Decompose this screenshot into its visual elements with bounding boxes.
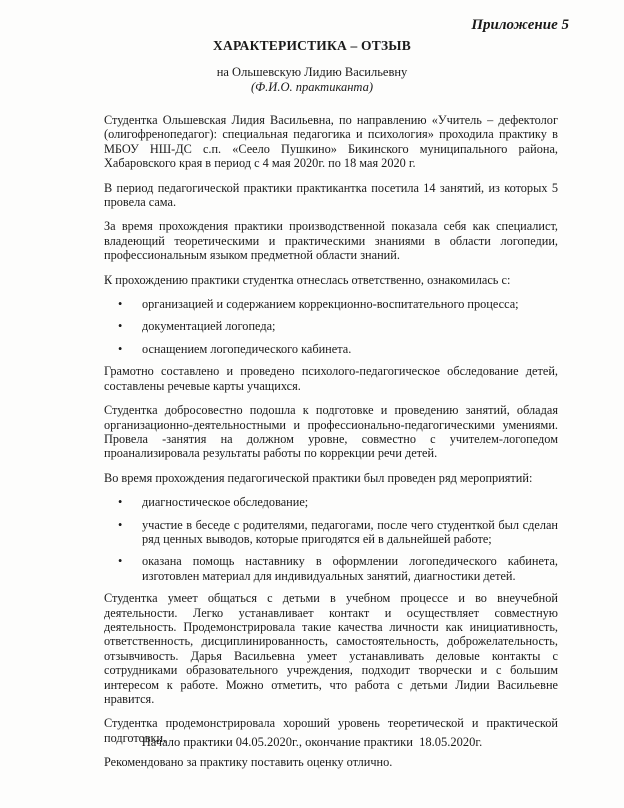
paragraph-lessons-conduct: Студентка добросовестно подошла к подготовке и проведению занятий, обладая организационно-деятельностными и профессионально-педагогическими умениями. Провела -занятия на должном уровне, совместно с учителем-логопедом проанализировала результаты работы по коррекции речи детей. bbox=[104, 403, 558, 461]
bullet-icon: • bbox=[118, 517, 123, 532]
list-item bbox=[104, 319, 558, 333]
bullet-icon: • bbox=[118, 495, 123, 510]
paragraph-communication: Студентка умеет общаться с детьми в учебном процессе и во внеучебной деятельности. Легко устанавливает контакт и осуществляет совместную деятельность. Продемонстрировала такие качества личности как инициативность, ответственность, дисциплинированность, самостоятельность, доброжелательность, отзывчивость. Дарья Васильевна умеет устанавливать деловые контакты с сотрудниками образовательного учреждения, подходит творчески и с большим интересом к работе. Можно отметить, что работа с детьми Лидии Васильевне нравится. bbox=[104, 591, 558, 706]
paragraph-intro: Студентка Ольшевская Лидия Васильевна, по направлению «Учитель – дефектолог (олигофренопедагог): специальная педагогика и психология» проходила практику в МБОУ НШ-ДС с.п. «Сеело Пушкино» Бикинского муниципального района, Хабаровского края в период с 4 мая 2020г. по 18 мая 2020 г. bbox=[104, 113, 558, 171]
practice-dates bbox=[0, 735, 624, 750]
paragraph-familiarized: К прохождению практики студентка отнеслась ответственно, ознакомилась с: bbox=[104, 272, 511, 287]
bullet-icon: • bbox=[118, 341, 123, 356]
document-title: ХАРАКТЕРИСТИКА – ОТЗЫВ bbox=[213, 38, 411, 53]
bullet-icon: • bbox=[118, 319, 123, 334]
practice-dates-text: Начало практики 04.05.2020г., окончание практики 18.05.2020г. bbox=[141, 735, 483, 749]
paragraph-lessons: В период педагогической практики практикантка посетила 14 занятий, из которых 5 провела сама. bbox=[104, 180, 558, 210]
recipient-name: на Ольшевскую Лидию Васильевну bbox=[216, 65, 408, 79]
list-item-text: организацией и содержанием коррекционно-воспитательного процесса; bbox=[142, 297, 519, 312]
familiarized-list bbox=[104, 297, 558, 356]
list-item bbox=[104, 342, 558, 356]
list-item bbox=[104, 495, 558, 509]
list-item bbox=[104, 554, 558, 583]
recipient-block bbox=[0, 65, 624, 95]
paragraph-specialist: За время прохождения практики производственной показала себя как специалист, владеющий теоретическими и практическими знаниями в области логопедии, профессиональным языком предметной области знаний. bbox=[104, 219, 558, 263]
list-item bbox=[104, 297, 558, 311]
paragraph-events: Во время прохождения педагогической практики был проведен ряд мероприятий: bbox=[104, 470, 533, 485]
list-item-text: оказана помощь наставнику в оформлении логопедического кабинета, изготовлен материал для индивидуальных занятий, диагностики детей. bbox=[142, 554, 558, 583]
paragraph-examination: Грамотно составлено и проведено психолого-педагогическое обследование детей, составлены речевые карты учащихся. bbox=[104, 364, 558, 393]
list-item-text: документацией логопеда; bbox=[142, 319, 276, 334]
document-body bbox=[104, 113, 558, 780]
list-item-text: диагностическое обследование; bbox=[142, 495, 309, 510]
paragraph-preparation: Студентка продемонстрировала хороший уровень теоретической и практической подготовки. bbox=[104, 716, 558, 745]
events-list bbox=[104, 495, 558, 583]
bullet-icon: • bbox=[118, 554, 123, 569]
list-item-text: оснащением логопедического кабинета. bbox=[142, 341, 352, 356]
bullet-icon: • bbox=[118, 297, 123, 312]
list-item bbox=[104, 518, 558, 547]
recipient-note: (Ф.И.О. практиканта) bbox=[250, 80, 374, 94]
appendix-label: Приложение 5 bbox=[471, 17, 569, 33]
paragraph-recommendation: Рекомендовано за практику поставить оценку отлично. bbox=[104, 755, 393, 770]
list-item-text: участие в беседе с родителями, педагогами, после чего студенткой был сделан ряд ценных выводов, которые пригодятся ей в дальнейшей работе; bbox=[142, 517, 558, 546]
